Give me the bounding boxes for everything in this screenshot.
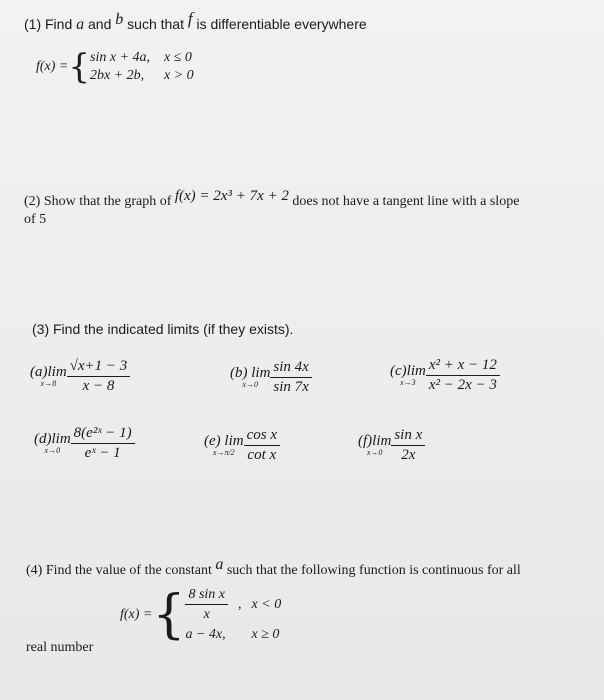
limit-a-numerator: √x+1 − 3: [67, 358, 131, 377]
limit-c-sub: x→3: [400, 378, 416, 387]
limit-f-denominator: 2x: [401, 447, 416, 463]
limit-e-numerator: cos x: [244, 427, 280, 446]
limit-f-numerator: sin x: [391, 427, 425, 446]
p2-tail: does not have a tangent line with a slope: [288, 194, 520, 209]
limit-e-label: (e) lim: [204, 433, 244, 449]
p1-fx-label: f(x) =: [36, 59, 69, 74]
p4-tail: such that the following function is continuous for all: [223, 563, 521, 578]
p4-case1-denominator: x: [203, 607, 210, 622]
limit-b: [230, 359, 312, 396]
p1-var-b: b: [115, 11, 124, 28]
limit-d: [34, 425, 135, 462]
limit-e-sub: x→π/2: [212, 448, 235, 457]
p1-such-that: such that: [123, 16, 188, 32]
p1-and: and: [84, 16, 116, 32]
p1-head: (1) Find: [24, 16, 77, 32]
limit-b-label: (b) lim: [230, 365, 271, 381]
limit-b-sub: x→0: [242, 380, 258, 389]
p1-case1-cond: x ≤ 0: [164, 50, 192, 65]
p1-case2-cond: x > 0: [164, 68, 194, 83]
problem-1-statement: [24, 9, 367, 34]
p1-case2-expr: 2bx + 2b,: [90, 68, 145, 83]
p4-head: (4) Find the value of the constant: [26, 563, 216, 578]
limit-c: [390, 357, 500, 394]
p4-line2: real number: [26, 640, 94, 655]
p2-line2: of 5: [24, 212, 47, 227]
p2-head: (2) Show that the graph of: [24, 194, 175, 209]
p2-function: f(x) = 2x³ + 7x + 2: [174, 188, 289, 204]
limit-a-denominator: x − 8: [82, 378, 115, 394]
limit-c-numerator: x² + x − 12: [426, 357, 500, 376]
p1-piecewise: [36, 47, 194, 87]
p1-brace: {: [68, 47, 91, 87]
limit-d-sub: x→0: [44, 446, 61, 455]
limit-a-label: (a)lim: [30, 364, 67, 380]
limit-d-denominator: eˣ − 1: [84, 445, 121, 461]
limit-d-numerator: 8(e²ˣ − 1): [71, 425, 135, 444]
p4-var-a: a: [215, 556, 224, 573]
p4-case1-cond: x < 0: [251, 596, 282, 612]
p4-case2-cond: x ≥ 0: [251, 627, 280, 642]
limit-e: [204, 427, 280, 464]
p1-var-a: a: [76, 16, 85, 33]
limit-c-label: (c)lim: [390, 363, 426, 379]
limit-f-label: (f)lim: [358, 433, 392, 449]
p1-var-f: f: [187, 9, 193, 28]
p4-case2-expr: a − 4x,: [185, 627, 226, 642]
limit-a: [30, 358, 130, 395]
p4-brace: {: [152, 584, 186, 645]
p4-case1-numerator: 8 sin x: [185, 586, 228, 605]
p1-case1-expr: sin x + 4a,: [90, 50, 151, 65]
limit-f: [358, 427, 425, 464]
p4-cases: [185, 586, 281, 643]
limit-b-numerator: sin 4x: [270, 359, 311, 378]
limit-f-sub: x→0: [366, 448, 383, 457]
limit-b-denominator: sin 7x: [273, 379, 309, 395]
p1-tail: is differentiable everywhere: [192, 16, 367, 32]
limit-a-sub: x→8: [40, 379, 57, 388]
problem-3-statement: (3) Find the indicated limits (if they exists).: [32, 321, 294, 337]
limit-d-label: (d)lim: [34, 431, 71, 447]
limit-c-denominator: x² − 2x − 3: [428, 377, 497, 393]
p1-cases: [90, 50, 194, 84]
limit-e-denominator: cot x: [247, 447, 277, 463]
p4-fx-label: f(x) =: [120, 606, 153, 622]
problem-4-statement: [26, 556, 521, 579]
problem-2-statement: [24, 188, 520, 210]
p4-case1-comma: ,: [238, 596, 242, 612]
p4-piecewise: [120, 586, 281, 643]
